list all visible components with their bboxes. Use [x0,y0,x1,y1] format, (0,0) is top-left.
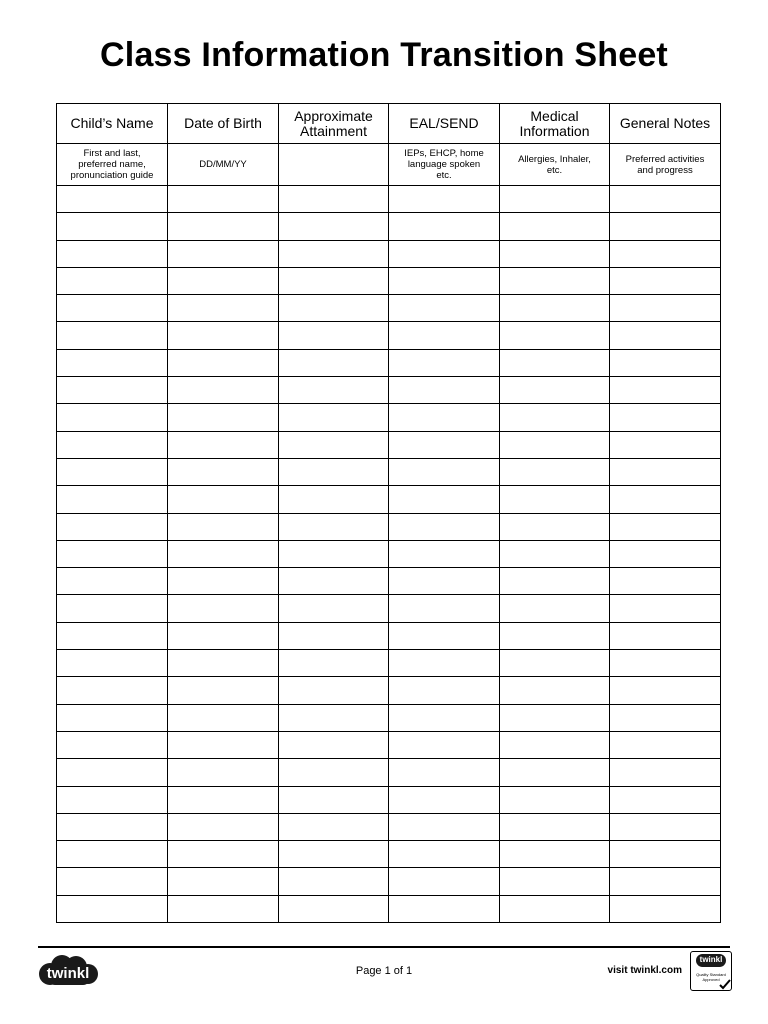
table-cell[interactable] [168,868,279,895]
table-cell[interactable] [57,868,168,895]
table-cell[interactable] [610,868,721,895]
table-cell[interactable] [279,458,389,485]
table-row [57,240,721,267]
table-cell[interactable] [279,677,389,704]
col-header-approximate-attainment: Approximate Attainment [279,104,389,144]
table-cell[interactable] [610,731,721,758]
table-cell[interactable] [500,650,610,677]
table-cell[interactable] [168,759,279,786]
table-cell[interactable] [57,295,168,322]
table-row [57,841,721,868]
table-cell[interactable] [168,540,279,567]
table-row [57,486,721,513]
table-cell[interactable] [168,704,279,731]
table-cell[interactable] [279,213,389,240]
table-cell[interactable] [168,322,279,349]
table-cell[interactable] [610,322,721,349]
table-cell[interactable] [279,731,389,758]
table-cell[interactable] [168,813,279,840]
table-cell[interactable] [168,213,279,240]
table-cell[interactable] [389,240,500,267]
table-row [57,704,721,731]
table-cell[interactable] [279,186,389,213]
table-row [57,186,721,213]
table-cell[interactable] [389,322,500,349]
table-cell[interactable] [57,895,168,922]
table-row [57,595,721,622]
table-cell[interactable] [610,513,721,540]
table-cell[interactable] [57,813,168,840]
table-cell[interactable] [610,295,721,322]
table-cell[interactable] [57,458,168,485]
table-cell[interactable] [500,568,610,595]
table-cell[interactable] [279,486,389,513]
table-cell[interactable] [610,486,721,513]
logo-text: twinkl [46,965,90,982]
transition-table [56,103,721,923]
hint-childs-name: First and last, preferred name, pronunciation guide [57,144,168,186]
badge-name: twinkl [699,955,723,964]
hint-medical-information: Allergies, Inhaler, etc. [500,144,610,186]
table-cell[interactable] [500,377,610,404]
table-row [57,267,721,294]
table-cell[interactable] [389,431,500,458]
table-cell[interactable] [389,404,500,431]
table-cell[interactable] [279,404,389,431]
table-cell[interactable] [57,677,168,704]
table-cell[interactable] [279,650,389,677]
table-cell[interactable] [168,595,279,622]
table-row [57,295,721,322]
table-cell[interactable] [168,841,279,868]
table-cell[interactable] [610,677,721,704]
table-cell[interactable] [500,513,610,540]
table-cell[interactable] [57,704,168,731]
table-cell[interactable] [610,458,721,485]
table-cell[interactable] [610,213,721,240]
table-cell[interactable] [389,213,500,240]
table-row [57,568,721,595]
table-cell[interactable] [389,786,500,813]
table-cell[interactable] [610,759,721,786]
table-cell[interactable] [57,267,168,294]
page-title: Class Information Transition Sheet [100,36,668,74]
col-header-childs-name: Child’s Name [57,104,168,144]
table-cell[interactable] [57,731,168,758]
table-cell[interactable] [57,377,168,404]
table-cell[interactable] [610,813,721,840]
badge-line-2: Approved [702,977,720,982]
table-row [57,349,721,376]
table-cell[interactable] [168,431,279,458]
table-cell[interactable] [168,650,279,677]
table-cell[interactable] [279,841,389,868]
table-cell[interactable] [57,513,168,540]
table-cell[interactable] [500,704,610,731]
table-cell[interactable] [279,540,389,567]
table-row [57,786,721,813]
table-cell[interactable] [57,322,168,349]
table-cell[interactable] [500,759,610,786]
table-row [57,431,721,458]
table-cell[interactable] [279,322,389,349]
table-cell[interactable] [279,704,389,731]
table-cell[interactable] [168,786,279,813]
table-cell[interactable] [57,213,168,240]
table-cell[interactable] [389,813,500,840]
visit-link[interactable]: visit twinkl.com [607,965,682,976]
table-cell[interactable] [57,486,168,513]
table-cell[interactable] [389,841,500,868]
table-cell[interactable] [610,595,721,622]
table-cell[interactable] [610,349,721,376]
table-cell[interactable] [389,377,500,404]
table-cell[interactable] [279,786,389,813]
table-cell[interactable] [168,513,279,540]
table-cell[interactable] [168,622,279,649]
table-cell[interactable] [389,458,500,485]
table-cell[interactable] [279,240,389,267]
table-cell[interactable] [279,568,389,595]
table-cell[interactable] [610,404,721,431]
table-cell[interactable] [168,458,279,485]
table-row [57,895,721,922]
table-cell[interactable] [500,595,610,622]
hint-approximate-attainment [279,144,389,186]
table-cell[interactable] [389,513,500,540]
table-cell[interactable] [57,786,168,813]
table-cell[interactable] [168,295,279,322]
table-row [57,513,721,540]
table-cell[interactable] [610,186,721,213]
table-cell[interactable] [57,841,168,868]
table-cell[interactable] [279,622,389,649]
table-row [57,677,721,704]
table-cell[interactable] [389,895,500,922]
table-cell[interactable] [168,895,279,922]
table-cell[interactable] [500,622,610,649]
table-cell[interactable] [57,240,168,267]
table-cell[interactable] [279,431,389,458]
table-cell[interactable] [168,404,279,431]
table-cell[interactable] [279,267,389,294]
table-cell[interactable] [610,568,721,595]
table-cell[interactable] [500,786,610,813]
table-cell[interactable] [279,895,389,922]
table-cell[interactable] [57,650,168,677]
table-cell[interactable] [389,595,500,622]
table-cell[interactable] [389,295,500,322]
table-cell[interactable] [500,868,610,895]
hint-date-of-birth: DD/MM/YY [168,144,279,186]
table-cell[interactable] [57,540,168,567]
header-row [57,104,721,144]
hint-general-notes: Preferred activities and progress [610,144,721,186]
table-cell[interactable] [610,540,721,567]
table-cell[interactable] [168,349,279,376]
table-cell[interactable] [389,486,500,513]
table-cell[interactable] [500,895,610,922]
table-row [57,650,721,677]
table-cell[interactable] [500,267,610,294]
table-cell[interactable] [389,186,500,213]
table-cell[interactable] [168,568,279,595]
table-cell[interactable] [168,377,279,404]
table-cell[interactable] [389,650,500,677]
table-cell[interactable] [500,486,610,513]
table-cell[interactable] [500,813,610,840]
table-cell[interactable] [279,868,389,895]
col-header-date-of-birth: Date of Birth [168,104,279,144]
table-row [57,731,721,758]
table-cell[interactable] [610,895,721,922]
table-cell[interactable] [57,431,168,458]
table-cell[interactable] [610,650,721,677]
table-cell[interactable] [389,349,500,376]
table-cell[interactable] [168,186,279,213]
table-cell[interactable] [168,677,279,704]
table-cell[interactable] [500,677,610,704]
table-cell[interactable] [279,377,389,404]
table-cell[interactable] [610,377,721,404]
table-cell[interactable] [389,868,500,895]
table-cell[interactable] [57,186,168,213]
table-cell[interactable] [610,704,721,731]
table-cell[interactable] [610,267,721,294]
table-cell[interactable] [610,622,721,649]
table-cell[interactable] [57,759,168,786]
table-cell[interactable] [389,622,500,649]
table-row [57,813,721,840]
table-cell[interactable] [500,404,610,431]
table-cell[interactable] [500,322,610,349]
table-row [57,322,721,349]
table-cell[interactable] [610,841,721,868]
table-cell[interactable] [57,568,168,595]
table-cell[interactable] [610,431,721,458]
hint-row [57,144,721,186]
table-cell[interactable] [389,731,500,758]
table-row [57,540,721,567]
table-cell[interactable] [279,595,389,622]
table-cell[interactable] [279,295,389,322]
col-header-general-notes: General Notes [610,104,721,144]
table-cell[interactable] [168,240,279,267]
table-cell[interactable] [500,731,610,758]
table-row [57,868,721,895]
table-cell[interactable] [168,486,279,513]
table-cell[interactable] [500,349,610,376]
table-cell[interactable] [500,431,610,458]
table-cell[interactable] [57,622,168,649]
table-cell[interactable] [500,295,610,322]
checkmark-icon [719,979,731,990]
table-cell[interactable] [500,186,610,213]
page-number: Page 1 of 1 [355,965,413,977]
table-cell[interactable] [168,267,279,294]
table-row [57,213,721,240]
table-row [57,458,721,485]
table-cell[interactable] [168,731,279,758]
table-cell[interactable] [279,813,389,840]
quality-badge [690,951,732,991]
table-cell[interactable] [500,458,610,485]
table-row [57,759,721,786]
table-cell[interactable] [279,759,389,786]
table-cell[interactable] [389,759,500,786]
table-cell[interactable] [500,841,610,868]
table-cell[interactable] [500,213,610,240]
table-cell[interactable] [57,404,168,431]
table-cell[interactable] [610,786,721,813]
table-cell[interactable] [57,595,168,622]
table-cell[interactable] [500,540,610,567]
table-cell[interactable] [389,677,500,704]
col-header-medical-information: Medical Information [500,104,610,144]
table-cell[interactable] [389,540,500,567]
table-cell[interactable] [389,568,500,595]
table-cell[interactable] [500,240,610,267]
table-cell[interactable] [57,349,168,376]
table-cell[interactable] [279,349,389,376]
table-cell[interactable] [279,513,389,540]
badge-line-1: Quality Standard [696,972,726,977]
table-row [57,622,721,649]
col-header-eal-send: EAL/SEND [389,104,500,144]
table-cell[interactable] [389,704,500,731]
hint-eal-send: IEPs, EHCP, home language spoken etc. [389,144,500,186]
footer-divider [38,946,730,948]
table-cell[interactable] [610,240,721,267]
table-row [57,404,721,431]
table-cell[interactable] [389,267,500,294]
table-row [57,377,721,404]
